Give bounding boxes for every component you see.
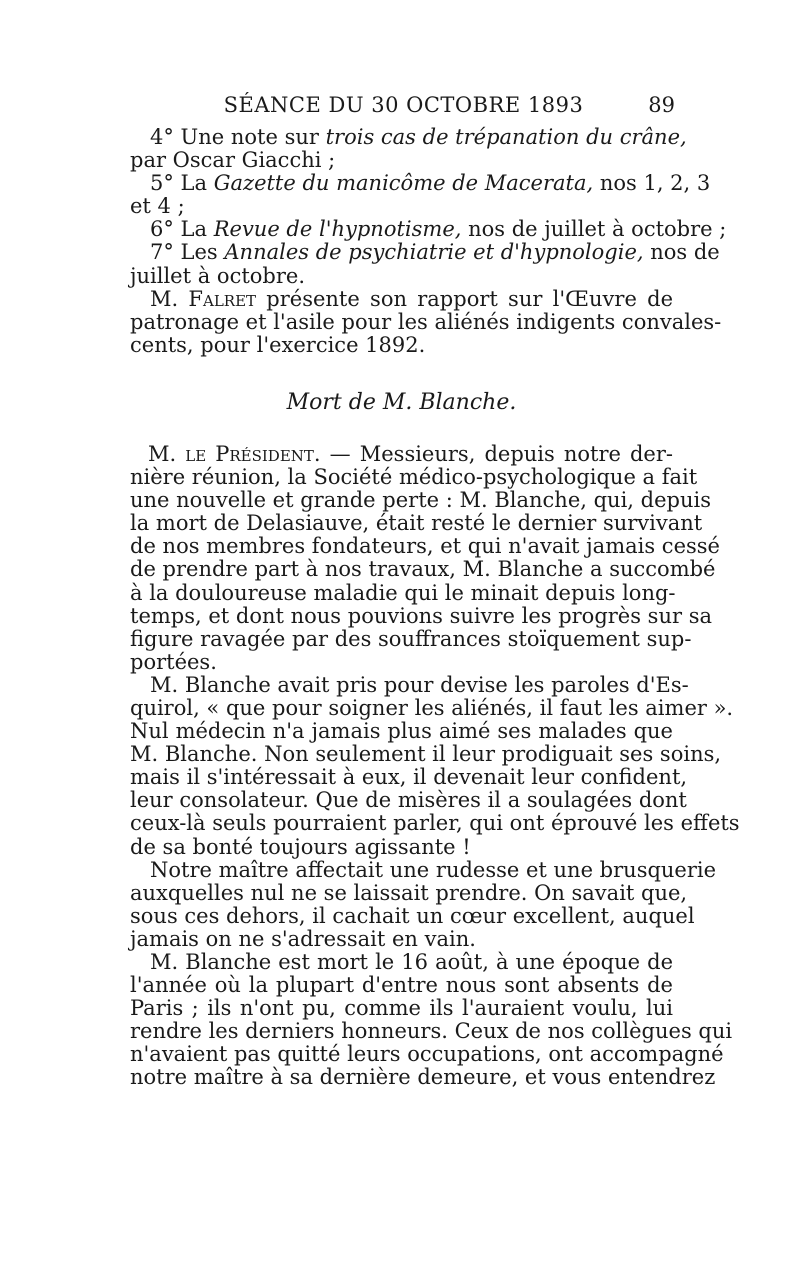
running-title: SÉANCE DU 30 OCTOBRE 1893 bbox=[223, 93, 584, 117]
text-line: n'avaient pas quitté leurs occupations, ont accompagné bbox=[130, 1042, 724, 1067]
text-line: Nul médecin n'a jamais plus aimé ses malades que bbox=[130, 719, 673, 744]
president-paragraph: M. le Président. — Messieurs, depuis notre der- bbox=[148, 441, 673, 466]
text-line: la mort de Delasiauve, était resté le dernier survivant bbox=[130, 511, 703, 536]
text-line: de prendre part à nos travaux, M. Blanche a succombé bbox=[130, 557, 716, 582]
page-header bbox=[132, 90, 675, 120]
text-line: une nouvelle et grande perte : M. Blanche, qui, depuis bbox=[130, 488, 711, 513]
list-item-5: 5° La Gazette du manicôme de Macerata, nos 1, 2, 3 bbox=[150, 171, 711, 196]
text-line: figure ravagée par des souffrances stoïquement sup- bbox=[130, 626, 692, 651]
page-number: 89 bbox=[648, 93, 675, 117]
list-item-7-cont: juillet à octobre. bbox=[130, 263, 305, 288]
text-line: l'année où la plupart d'entre nous sont absents de bbox=[130, 973, 673, 998]
text-line: jamais on ne s'adressait en vain. bbox=[130, 926, 476, 951]
list-item-4: 4° Une note sur trois cas de trépanation du crâne, bbox=[150, 125, 687, 149]
text-line: sous ces dehors, il cachait un cœur excellent, auquel bbox=[130, 903, 695, 928]
text-line: temps, et dont nous pouvions suivre les progrès sur sa bbox=[130, 603, 712, 628]
text-line: notre maître à sa dernière demeure, et vous entendrez bbox=[130, 1065, 716, 1090]
falret-line: cents, pour l'exercice 1892. bbox=[130, 332, 426, 357]
text-line: à la douloureuse maladie qui le minait depuis long- bbox=[130, 580, 676, 605]
text-line: M. Blanche. Non seulement il leur prodiguait ses soins, bbox=[130, 742, 722, 767]
text-line: Paris ; ils n'ont pu, comme ils l'auraient voulu, lui bbox=[130, 996, 673, 1021]
devise-paragraph: M. Blanche avait pris pour devise les paroles d'Es- bbox=[150, 672, 689, 697]
text-line: de nos membres fondateurs, et qui n'avait jamais cessé bbox=[130, 534, 720, 559]
text-line: auxquelles nul ne se laissait prendre. On savait que, bbox=[130, 880, 688, 905]
text-line: quirol, « que pour soigner les aliénés, il faut les aimer ». bbox=[130, 695, 734, 720]
list-item-7: 7° Les Annales de psychiatrie et d'hypnologie, nos de bbox=[150, 240, 720, 265]
list-item-4-cont: par Oscar Giacchi ; bbox=[130, 148, 336, 173]
falret-paragraph: M. Falret présente son rapport sur l'Œuvre de bbox=[150, 286, 673, 311]
text-line: ceux-là seuls pourraient parler, qui ont éprouvé les effets bbox=[130, 811, 740, 836]
section-title: Mort de M. Blanche. bbox=[286, 389, 517, 415]
falret-line: patronage et l'asile pour les aliénés indigents convales- bbox=[130, 309, 722, 334]
mort-paragraph: M. Blanche est mort le 16 août, à une époque de bbox=[150, 950, 673, 974]
rudesse-paragraph: Notre maître affectait une rudesse et une brusquerie bbox=[150, 857, 717, 882]
list-item-5-cont: et 4 ; bbox=[130, 194, 185, 219]
list-item-6: 6° La Revue de l'hypnotisme, nos de juillet à octobre ; bbox=[150, 217, 727, 242]
text-line: de sa bonté toujours agissante ! bbox=[130, 834, 471, 859]
text-line: leur consolateur. Que de misères il a soulagées dont bbox=[130, 788, 687, 813]
text-line: portées. bbox=[130, 649, 217, 674]
text-line: nière réunion, la Société médico-psychologique a fait bbox=[130, 465, 698, 490]
text-line: mais il s'intéressait à eux, il devenait leur confident, bbox=[130, 765, 688, 790]
text-line: rendre les derniers honneurs. Ceux de nos collègues qui bbox=[130, 1019, 733, 1044]
page-body bbox=[130, 125, 740, 1090]
